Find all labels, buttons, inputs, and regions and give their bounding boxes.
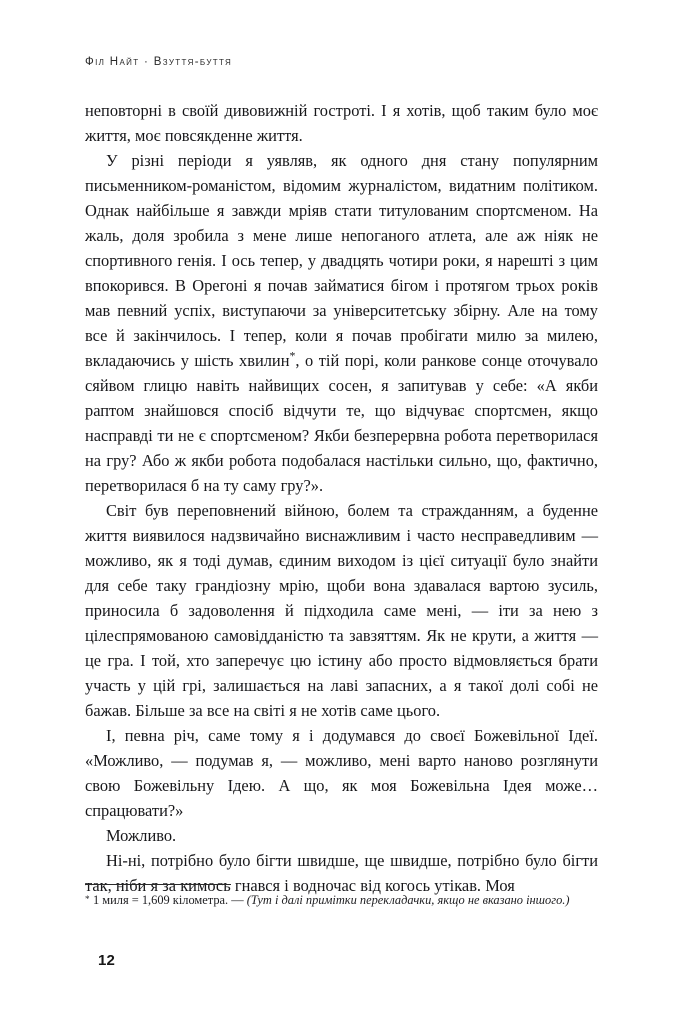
paragraph: Можливо. <box>106 826 177 845</box>
paragraph-text-before-footnote: У різні періоди я уявляв, як одного дня стану популярним письменником-романістом, відомим журналістом, видатним політиком. Однак найбільше я завжди мріяв стати титулованим спортсменом. На жаль, доля зробила з мене лише непоганого атлета, але аж ніяк не спортивного генія. І ось тепер, у двадцять чотири роки, я нарешті з цим впокорився. В Орегоні я почав займатися бігом і протягом трьох років мав певний успіх, виступаючи за університетську збірну. Але на тому все й закінчилось. І тепер, коли я почав пробігати милю за милею, вкладаючись у шість хвилин <box>85 151 598 370</box>
running-head: Філ Найт · Взуття-буття <box>85 56 233 68</box>
footnote-reference-marker[interactable]: * <box>289 348 296 363</box>
paragraph: Ні-ні, потрібно було бігти швидше, ще швидше, потрібно було бігти так, ніби я за кимось гнався і водночас від когось утікав. Моя <box>85 851 598 895</box>
body-text-block <box>85 98 598 898</box>
footnote-area <box>85 884 598 909</box>
paragraph <box>85 148 598 498</box>
footnote-separator-rule <box>85 884 231 885</box>
footnote-roman-text: 1 миля = 1,609 кілометра. — <box>93 893 247 907</box>
footnote-marker: * <box>85 894 90 904</box>
page-number: 12 <box>98 952 116 969</box>
paragraph-text-after-footnote: , о тій порі, коли ранкове сонце оточувало сяйвом глицю навіть найвищих сосен, я запитував у себе: «А якби раптом знайшовся спосіб відчути те, що відчуває спортсмен, якщо насправді ти не є спортсменом? Якби безперервна робота перетворилася на гру? Або ж якби робота подобалася настільки сильно, що, фактично, перетворилася б на ту саму гру?». <box>85 351 598 495</box>
paragraph: неповторні в своїй дивовижній гостроті. І я хотів, щоб таким було моє життя, моє повсякденне життя. <box>85 101 598 145</box>
paragraph: І, певна річ, саме тому я і додумався до своєї Божевільної Ідеї. «Можливо, — подумав я, — можливо, мені варто наново розглянути свою Божевільну Ідею. А що, як моя Божевільна Ідея може… спрацювати?» <box>85 726 598 820</box>
footnote-italic-text: (Тут і далі примітки перекладачки, якщо не вказано іншого.) <box>246 893 570 907</box>
footnote <box>85 892 598 909</box>
paragraph: Світ був переповнений війною, болем та стражданням, а буденне життя виявилося надзвичайно виснажливим і часто несправедливим — можливо, як я тоді думав, єдиним виходом із цієї ситуації було знайти для себе таку грандіозну мрію, щоби вона здавалася вартою зусиль, приносила б задоволення й підходила саме мені, — іти за нею з цілеспрямованою самовідданістю та завзяттям. Як не крути, а життя — це гра. І той, хто заперечує цю істину або просто відмовляється брати участь у цій грі, залишається на лаві запасних, а я такої долі собі не бажав. Більше за все на світі я не хотів саме цього. <box>85 501 598 720</box>
